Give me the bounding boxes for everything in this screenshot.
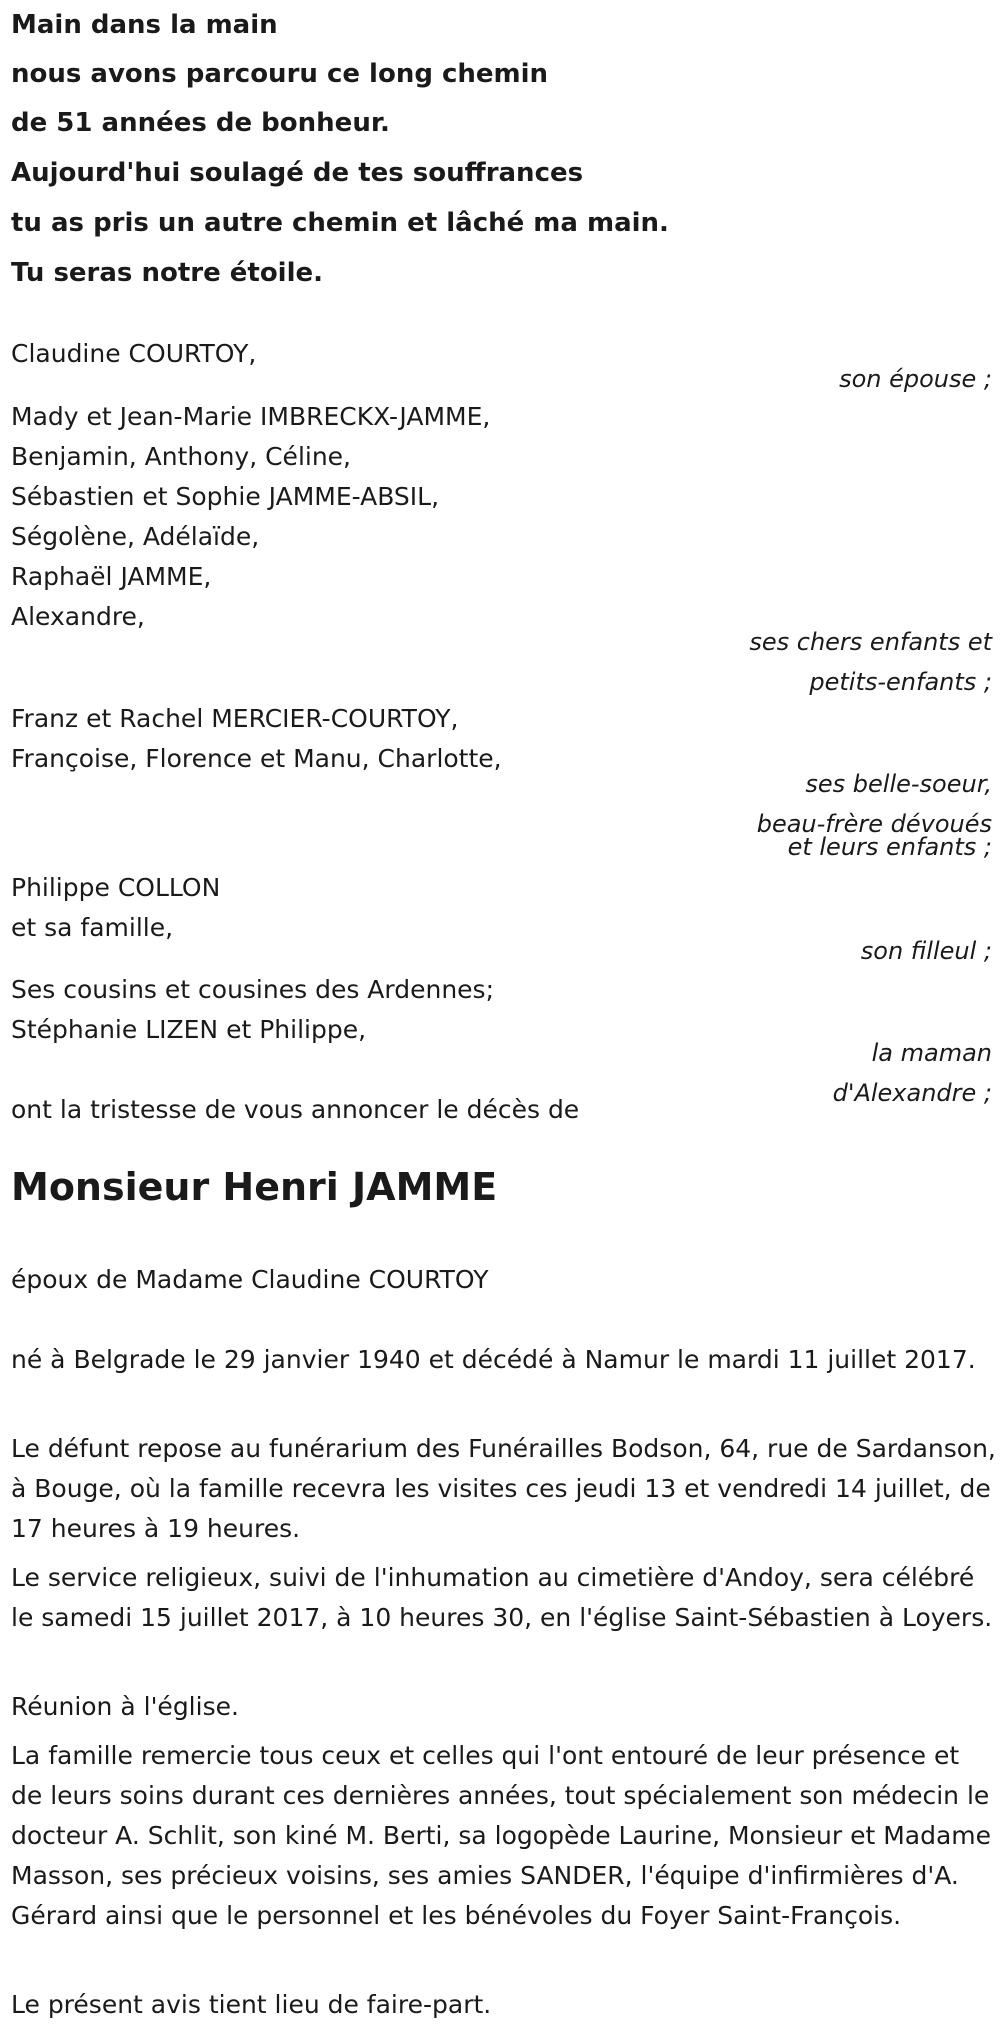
relation-label: ses chers enfants et [749, 628, 992, 656]
poem-line: Tu seras notre étoile. [11, 258, 324, 288]
family-member: Ségolène, Adélaïde, [11, 522, 260, 551]
family-member: Mady et Jean-Marie IMBRECKX-JAMME, [11, 402, 491, 431]
family-member: Raphaël JAMME, [11, 562, 212, 591]
paragraph-reunion: Réunion à l'église. [11, 1692, 239, 1721]
family-member: Sébastien et Sophie JAMME-ABSIL, [11, 482, 440, 511]
relation-label: ses belle-soeur, [805, 770, 992, 798]
family-member: Ses cousins et cousines des Ardennes; [11, 975, 495, 1004]
family-member: Philippe COLLON [11, 873, 221, 902]
family-member: Franz et Rachel MERCIER-COURTOY, [11, 704, 459, 733]
relation-label: la maman [871, 1039, 992, 1067]
poem-line: Main dans la main [11, 10, 278, 40]
poem-line: Aujourd'hui soulagé de tes souffrances [11, 158, 584, 188]
relation-label: et leurs enfants ; [787, 833, 992, 861]
poem-line: tu as pris un autre chemin et lâché ma main. [11, 208, 669, 238]
family-member: et sa famille, [11, 913, 174, 942]
paragraph-service: Le service religieux, suivi de l'inhumation au cimetière d'Andoy, sera célébré le samedi 15 juillet 2017, à 10 heures 30, en l'église Saint-Sébastien à Loyers. [11, 1563, 993, 1632]
deceased-name: Monsieur Henri JAMME [11, 1165, 498, 1209]
family-member: Françoise, Florence et Manu, Charlotte, [11, 744, 502, 773]
relation-label: son épouse ; [839, 365, 992, 393]
relation-label: petits-enfants ; [809, 668, 992, 696]
paragraph-thanks: La famille remercie tous ceux et celles qui l'ont entouré de leur présence et de leurs soins durant ces dernières années, tout spécialement son médecin le docteur A. Schlit, son kiné M. Berti, sa logopède Laurine, Monsieur et Madame Masson, ses précieux voisins, ses amies SANDER, l'équipe d'infirmières d'A. Gérard ainsi que le personnel et les bénévoles du Foyer Saint-François. [11, 1741, 992, 1930]
announcement-text: ont la tristesse de vous annoncer le décès de [11, 1095, 580, 1124]
family-member: Claudine COURTOY, [11, 339, 257, 368]
relation-label: beau-frère dévoués [756, 810, 992, 838]
paragraph-birth-death: né à Belgrade le 29 janvier 1940 et décédé à Namur le mardi 11 juillet 2017. [11, 1345, 976, 1374]
paragraph-funerarium: Le défunt repose au funérarium des Funérailles Bodson, 64, rue de Sardanson, à Bouge, où la famille recevra les visites ces jeudi 13 et vendredi 14 juillet, de 17 heures à 19 heures. [11, 1434, 996, 1543]
family-member: Stéphanie LIZEN et Philippe, [11, 1015, 367, 1044]
relation-label: d'Alexandre ; [832, 1079, 992, 1107]
paragraph-faire-part: Le présent avis tient lieu de faire-part. [11, 1990, 492, 2019]
family-member: Alexandre, [11, 602, 145, 631]
poem-line: nous avons parcouru ce long chemin [11, 59, 549, 89]
poem-line: de 51 années de bonheur. [11, 108, 390, 138]
spouse-line: époux de Madame Claudine COURTOY [11, 1265, 489, 1294]
relation-label: son filleul ; [860, 937, 992, 965]
family-member: Benjamin, Anthony, Céline, [11, 442, 352, 471]
